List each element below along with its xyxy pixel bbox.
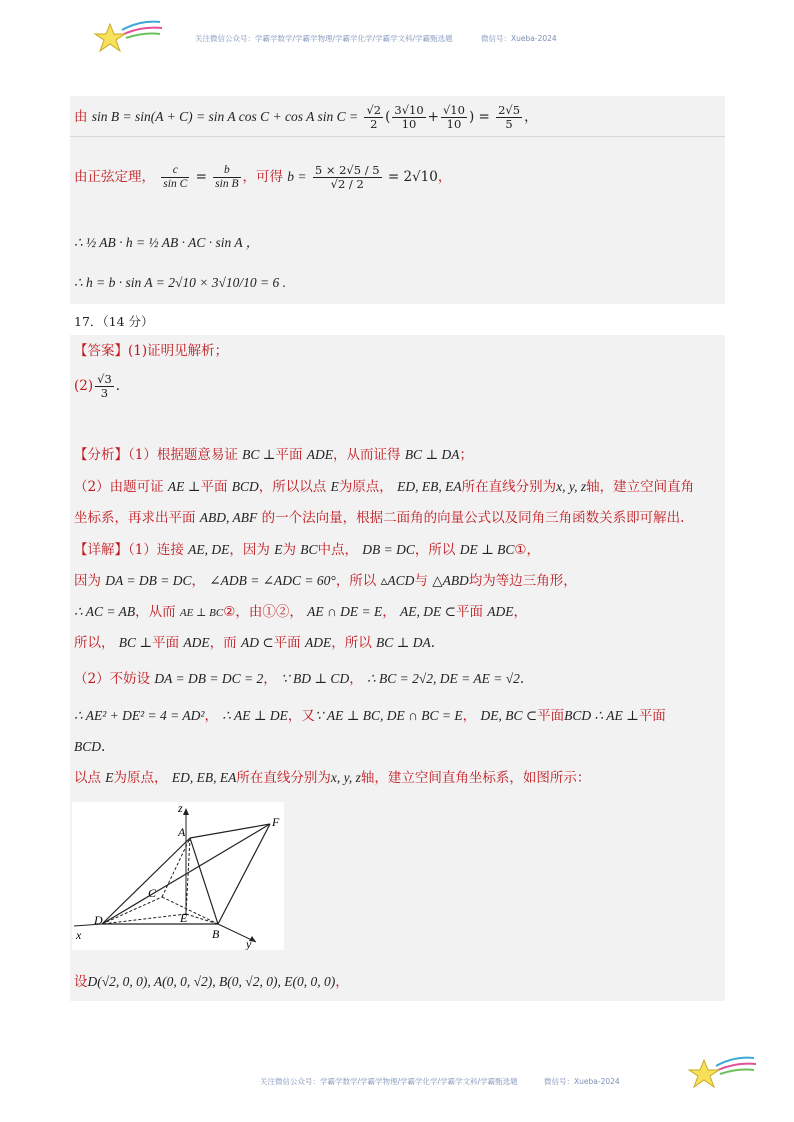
text: 以点 bbox=[74, 770, 101, 786]
text: 为 bbox=[282, 542, 296, 558]
analysis-tag: 【分析】 bbox=[74, 447, 128, 463]
math: BC ⊥ bbox=[242, 447, 276, 462]
text: (1)证明见解析； bbox=[128, 343, 229, 359]
math: BCD ∴ AE ⊥ bbox=[564, 708, 639, 723]
fraction bbox=[441, 104, 467, 131]
text: 平面 bbox=[273, 635, 301, 651]
math: AD ⊂ bbox=[240, 635, 274, 650]
text: ，可得 bbox=[242, 169, 283, 185]
math: E bbox=[330, 479, 339, 494]
answer-line-2 bbox=[74, 373, 120, 400]
math: b = bbox=[287, 169, 307, 184]
text: 均为等边三角形， bbox=[468, 573, 577, 589]
label-F: F bbox=[272, 815, 280, 829]
numerator: 2√5 bbox=[498, 103, 521, 117]
question-17-label: 17．（14 分） bbox=[74, 314, 154, 329]
math: BCD bbox=[74, 739, 101, 754]
math: ADE bbox=[183, 635, 210, 650]
detail-line-1 bbox=[74, 541, 540, 559]
text: 平面 bbox=[455, 604, 483, 620]
numerator: √10 bbox=[442, 103, 465, 117]
text: 与 bbox=[414, 573, 428, 589]
math: ∴ AE² + DE² = 4 = AD² bbox=[74, 708, 205, 723]
text: ， bbox=[335, 974, 349, 990]
math: DA = DB = DC bbox=[105, 573, 192, 588]
fraction bbox=[313, 164, 382, 191]
text: ， bbox=[524, 109, 538, 125]
detail-tag: 【详解】 bbox=[74, 542, 128, 558]
plus: + bbox=[427, 109, 439, 125]
math: AE, DE ⊂ bbox=[400, 604, 456, 619]
equals: = bbox=[195, 169, 207, 185]
text: ； bbox=[459, 447, 474, 463]
math: ∠ADB = ∠ADC = 60° bbox=[209, 573, 336, 588]
answer-tag: 【答案】 bbox=[74, 343, 128, 359]
denominator: 5 bbox=[505, 117, 513, 131]
text: 平面 bbox=[152, 635, 180, 651]
denominator: sin C bbox=[163, 178, 188, 190]
footer-follow-text: 关注微信公众号：学霸学数学/学霸学物理/学霸学化学/学霸学文科/学霸甄选题 bbox=[260, 1077, 518, 1086]
text: 设 bbox=[74, 974, 88, 990]
numerator: √3 bbox=[97, 372, 112, 386]
numerator: 3√10 bbox=[394, 103, 424, 117]
text: ，从而 bbox=[135, 604, 176, 620]
text: （2）不妨设 bbox=[74, 671, 151, 687]
text: 平面 bbox=[638, 708, 666, 724]
math: DE ⊥ BC bbox=[459, 542, 515, 557]
text: 轴，建立空间直角坐标系，如图所示： bbox=[360, 770, 591, 786]
text: 平面 bbox=[275, 447, 303, 463]
label-C: C bbox=[148, 886, 157, 900]
text: 因为 bbox=[74, 573, 101, 589]
text: （1）连接 bbox=[128, 542, 184, 558]
detail-line-3 bbox=[74, 603, 527, 622]
text: ， bbox=[204, 708, 218, 724]
text: （2）由题可证 bbox=[74, 479, 164, 495]
sol16-line-4: ∴ h = b · sin A = 2√10 × 3√10/10 = 6 . bbox=[74, 275, 286, 290]
math: ADE bbox=[487, 604, 514, 619]
page-footer bbox=[260, 1076, 620, 1087]
text: ，所以以点 bbox=[258, 479, 327, 495]
analysis-line-1 bbox=[74, 446, 473, 464]
text: ，从而证得 bbox=[333, 447, 401, 463]
text: ，而 bbox=[209, 635, 237, 651]
text: . bbox=[115, 378, 121, 394]
text: 轴，建立空间直角 bbox=[586, 479, 695, 495]
math: ADE bbox=[304, 635, 332, 650]
header-wechat-text: 微信号：Xueba-2024 bbox=[481, 34, 557, 43]
numerator: 5 × 2√5 / 5 bbox=[314, 163, 380, 177]
math: ∴ AE ⊥ DE bbox=[222, 708, 288, 723]
denominator: 2 bbox=[370, 117, 378, 131]
text: ②，由①②， bbox=[223, 604, 303, 620]
math: sin B = sin(A + C) = sin A cos C + cos A sin C = bbox=[91, 109, 359, 124]
z-arrow bbox=[183, 808, 189, 815]
detail-line-7 bbox=[74, 738, 105, 756]
text: 所在直线分别为 bbox=[461, 479, 557, 495]
math: ∴ AC = AB bbox=[74, 604, 136, 619]
text: . bbox=[430, 635, 435, 651]
math: x, y, z bbox=[330, 770, 361, 785]
text: . bbox=[519, 671, 525, 687]
text: （1）根据题意易证 bbox=[128, 447, 238, 463]
math: DE, BC ⊂ bbox=[480, 708, 538, 723]
text: ， bbox=[382, 604, 396, 620]
star-logo-icon bbox=[92, 18, 164, 58]
denominator: 10 bbox=[446, 117, 462, 131]
text: 的一个法向量，根据二面角的向量公式以及同角三角函数关系即可解出. bbox=[261, 510, 685, 526]
math: ED, EB, EA bbox=[397, 479, 462, 494]
text: ，所以 bbox=[331, 635, 372, 651]
math: = 2√10 bbox=[387, 169, 438, 185]
math: AE ⊥ bbox=[167, 479, 201, 494]
fraction bbox=[496, 104, 522, 131]
label-E: E bbox=[180, 911, 188, 925]
math: ▵ACD bbox=[380, 573, 415, 588]
math: BCD bbox=[231, 479, 259, 494]
math: D(√2, 0, 0), A(0, 0, √2), B(0, √2, 0), E(0, 0, 0) bbox=[87, 974, 336, 989]
label-x: x bbox=[76, 928, 82, 942]
fraction bbox=[95, 373, 114, 400]
header-follow-text: 关注微信公众号：学霸学数学/学霸学物理/学霸学化学/学霸学文科/学霸甄选题 bbox=[195, 34, 453, 43]
math: ED, EB, EA bbox=[171, 770, 237, 785]
page-header bbox=[0, 0, 794, 70]
text: ， bbox=[191, 573, 206, 589]
text: 中点， bbox=[317, 542, 358, 558]
math: ADE bbox=[306, 447, 334, 462]
fraction bbox=[364, 104, 383, 131]
header-text bbox=[195, 33, 557, 44]
text: ， bbox=[462, 708, 477, 724]
fraction bbox=[392, 104, 425, 131]
denominator: 3 bbox=[100, 386, 109, 400]
text: ， bbox=[349, 671, 363, 687]
figure-svg bbox=[72, 802, 284, 950]
text: 平面 bbox=[200, 479, 228, 495]
text: 为原点， bbox=[113, 770, 168, 786]
text: 为原点， bbox=[338, 479, 393, 495]
text: ， bbox=[513, 604, 528, 620]
math: BC ⊥ DA bbox=[404, 447, 460, 462]
math: AE ∩ DE = E bbox=[307, 604, 383, 619]
math: DA = DB = DC = 2 bbox=[154, 671, 264, 686]
text: ，因为 bbox=[229, 542, 270, 558]
math: BC bbox=[300, 542, 318, 557]
text: ①， bbox=[514, 542, 541, 558]
fraction bbox=[161, 164, 189, 191]
text: 所在直线分别为 bbox=[236, 770, 331, 786]
detail-line-8 bbox=[74, 769, 590, 787]
text: ，所以 bbox=[414, 542, 456, 558]
footer-wechat-text: 微信号：Xueba-2024 bbox=[544, 1077, 620, 1086]
text: ，所以 bbox=[335, 573, 377, 589]
math: AE, DE bbox=[188, 542, 230, 557]
label-y: y bbox=[246, 937, 252, 950]
denominator: √2 / 2 bbox=[330, 177, 364, 191]
math: ∵ BD ⊥ CD bbox=[281, 671, 350, 686]
sol16-line-1: 由 sin B = sin(A + C) = sin A cos C + cos A sin C = $\frac{√2}{2}$ ( $\frac{3√10}{10}$ + $\frac{√10}{10}$ ) = $\frac{2√5}{5}$ ， bbox=[74, 103, 538, 131]
math: BC ⊥ DA bbox=[376, 635, 431, 650]
equals: = bbox=[478, 109, 490, 125]
math: E bbox=[274, 542, 283, 557]
math: AE ⊥ BC bbox=[179, 607, 224, 619]
text: 由正弦定理， bbox=[74, 169, 155, 185]
numerator: c bbox=[161, 164, 189, 178]
detail-line-9 bbox=[74, 973, 349, 991]
denominator: sin B bbox=[215, 178, 239, 190]
text: 所以， bbox=[74, 635, 115, 651]
sol16-line-2 bbox=[74, 164, 451, 191]
text: ， bbox=[263, 671, 277, 687]
math: △ABD bbox=[432, 573, 469, 588]
text: ，又 bbox=[287, 708, 315, 724]
numerator: b bbox=[213, 164, 240, 178]
label-B: B bbox=[212, 927, 220, 941]
math: BC ⊥ bbox=[118, 635, 153, 650]
label-z: z bbox=[178, 802, 183, 815]
detail-line-2 bbox=[74, 572, 577, 590]
math: x, y, z bbox=[556, 479, 587, 494]
text: ， bbox=[437, 169, 452, 185]
answer-line-1 bbox=[74, 342, 228, 360]
sol16-line-3: ∴ ½ AB · h = ½ AB · AC · sin A ， bbox=[74, 235, 260, 250]
divider bbox=[70, 136, 725, 137]
fraction bbox=[213, 164, 240, 191]
detail-line-5 bbox=[74, 670, 524, 688]
analysis-line-2 bbox=[74, 478, 694, 496]
text: 由 bbox=[74, 109, 88, 125]
denominator: 10 bbox=[401, 117, 417, 131]
label-A: A bbox=[178, 825, 186, 839]
math: ∴ BC = 2√2, DE = AE = √2 bbox=[367, 671, 520, 686]
math: E bbox=[105, 770, 114, 785]
math: ∵ AE ⊥ BC, DE ∩ BC = E bbox=[314, 708, 463, 723]
numerator: √2 bbox=[366, 103, 382, 117]
detail-line-6 bbox=[74, 707, 666, 725]
footer-star-icon bbox=[686, 1052, 758, 1096]
text: 平面 bbox=[537, 708, 565, 724]
text: 坐标系，再求出平面 bbox=[74, 510, 196, 526]
text: . bbox=[101, 739, 106, 755]
detail-line-4 bbox=[74, 634, 435, 652]
math: ABD, ABF bbox=[199, 510, 258, 525]
math: DB = DC bbox=[362, 542, 415, 557]
geometry-figure bbox=[72, 802, 284, 950]
label-D: D bbox=[94, 913, 103, 927]
text: (2) bbox=[74, 378, 94, 394]
analysis-line-3 bbox=[74, 509, 684, 527]
